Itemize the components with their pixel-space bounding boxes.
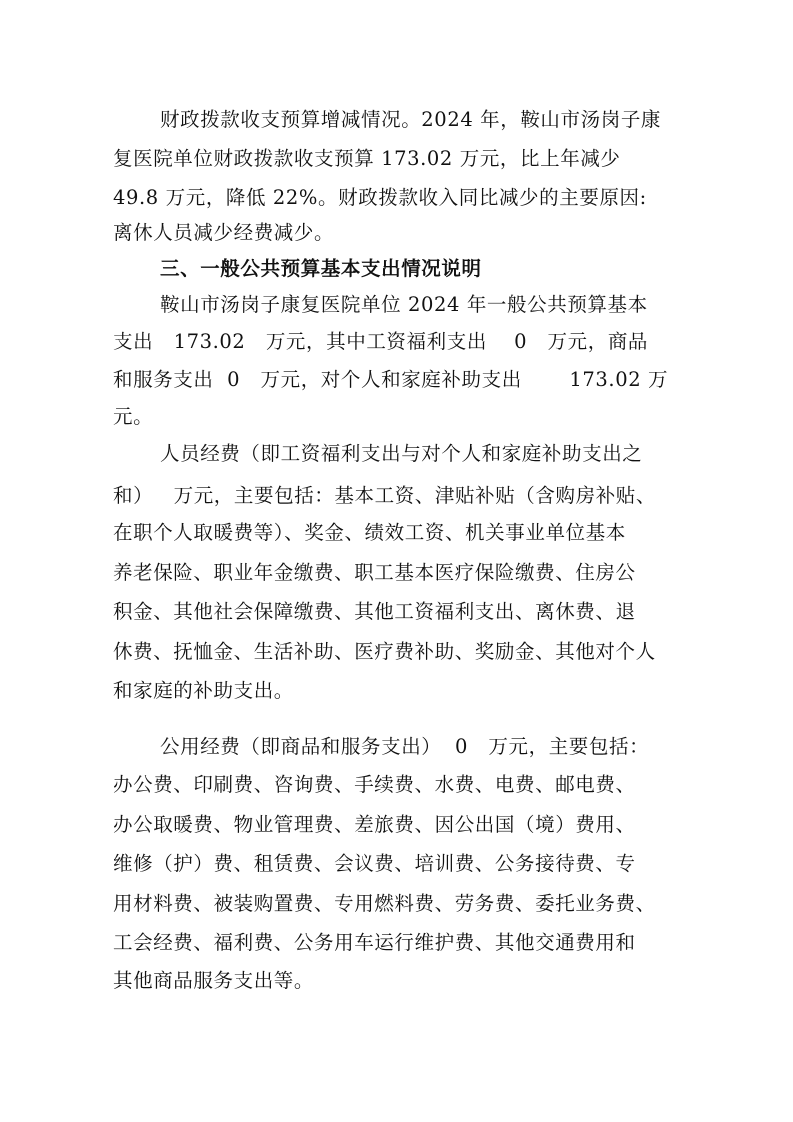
paragraph-1-line-2: 复医院单位财政拨款收支预算 173.02 万元，比上年减少 [113, 147, 621, 170]
paragraph-3-line-2: 和） 万元，主要包括：基本工资、津贴补贴（含购房补贴、 [113, 484, 656, 507]
paragraph-2-line-4: 元。 [113, 405, 154, 428]
paragraph-3-line-6: 休费、抚恤金、生活补助、医疗费补助、奖励金、其他对个人 [113, 640, 656, 663]
paragraph-3-line-5: 积金、其他社会保障缴费、其他工资福利支出、离休费、退 [113, 600, 636, 623]
paragraph-1-line-1: 财政拨款收支预算增减情况。2024 年，鞍山市汤岗子康 [160, 108, 662, 131]
paragraph-4-line-7: 其他商品服务支出等。 [113, 969, 315, 992]
paragraph-2-line-1: 鞍山市汤岗子康复医院单位 2024 年一般公共预算基本 [160, 293, 648, 316]
section-heading: 三、一般公共预算基本支出情况说明 [160, 257, 482, 280]
paragraph-4-line-3: 办公取暖费、物业管理费、差旅费、因公出国（境）费用、 [113, 813, 636, 836]
paragraph-3-line-1: 人员经费（即工资福利支出与对个人和家庭补助支出之 [160, 442, 643, 465]
paragraph-4-line-1: 公用经费（即商品和服务支出） 0 万元，主要包括： [160, 735, 650, 758]
paragraph-2-line-3: 和服务支出 0 万元，对个人和家庭补助支出 173.02 万 [113, 368, 669, 391]
paragraph-3-line-7: 和家庭的补助支出。 [113, 679, 294, 702]
paragraph-4-line-4: 维修（护）费、租赁费、会议费、培训费、公务接待费、专 [113, 852, 636, 875]
paragraph-3-line-3: 在职个人取暖费等）、奖金、绩效工资、机关事业单位基本 [113, 521, 626, 544]
paragraph-2-line-2: 支出 173.02 万元，其中工资福利支出 0 万元，商品 [113, 330, 649, 353]
paragraph-4-line-2: 办公费、印刷费、咨询费、手续费、水费、电费、邮电费、 [113, 773, 636, 796]
paragraph-3-line-4: 养老保险、职业年金缴费、职工基本医疗保险缴费、住房公 [113, 561, 636, 584]
paragraph-1-line-3: 49.8 万元，降低 22%。财政拨款收入同比减少的主要原因: [113, 186, 647, 209]
paragraph-4-line-6: 工会经费、福利费、公务用车运行维护费、其他交通费用和 [113, 931, 636, 954]
paragraph-1-line-4: 离休人员减少经费减少。 [113, 221, 335, 244]
paragraph-4-line-5: 用材料费、被装购置费、专用燃料费、劳务费、委托业务费、 [113, 892, 656, 915]
